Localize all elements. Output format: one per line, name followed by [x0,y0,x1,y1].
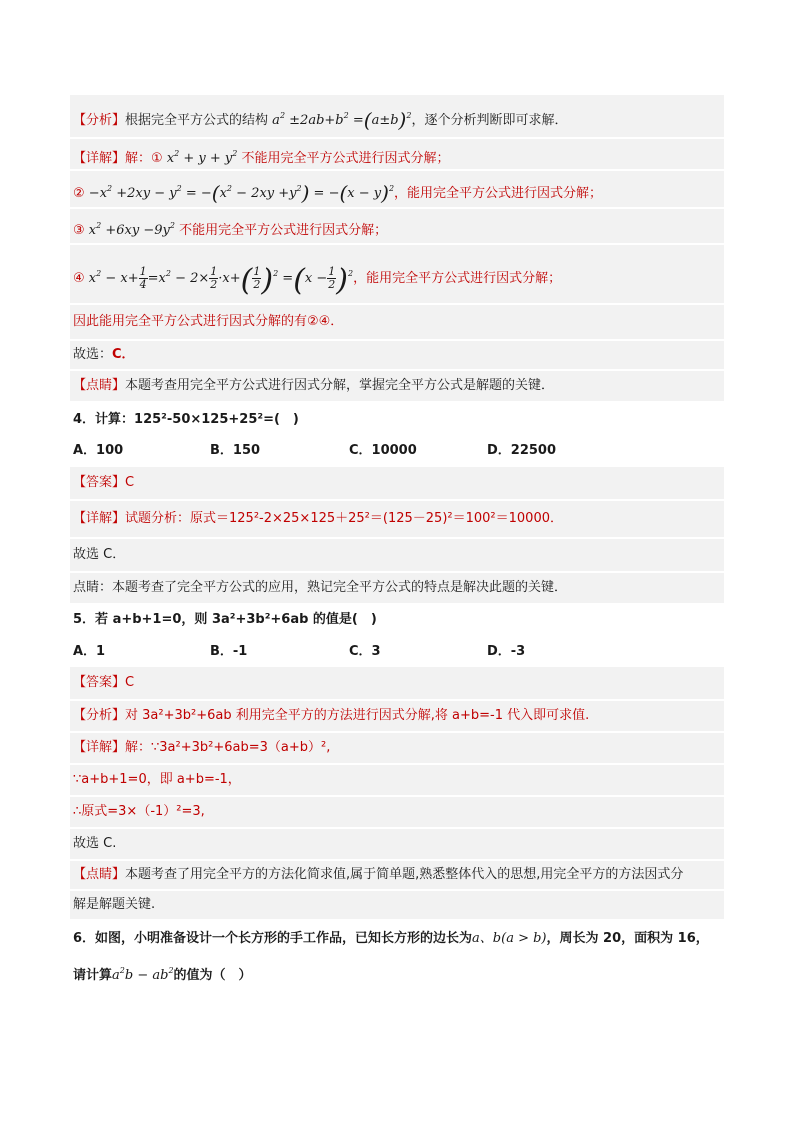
answer-label: 【答案】 [73,475,126,490]
q5-select-line: 故选 C. [70,829,724,859]
q5-detail-line-2: ∵a+b+1=0，即 a+b=-1， [70,765,724,795]
select-answer: C． [112,347,135,362]
comment-text: 本题考查用完全平方公式进行因式分解，掌握完全平方公式是解题的关键． [125,378,555,393]
q4-stem: 4．计算：125²-50×125+25²=( ) [73,412,299,427]
q4-comment-line: 点睛：本题考查了完全平方公式的应用，熟记完全平方公式的特点是解决此题的关键． [70,573,724,603]
q4-answer-line [70,467,724,499]
expr-2: $-x^2 +2xy - y^2 = -(x^2 - 2xy +y^2) = -(x - y)^2$ [88,181,395,205]
q5-comment-line-1 [70,861,724,889]
formula-perfect-square: $a^2 \pm 2ab+b^2 =(a\pm b)^2$ [272,108,412,132]
q5-option-a: A．1 [73,644,106,659]
q4-option-c: C．10000 [349,443,417,458]
analysis-text-post: ，逐个分析判断即可求解． [411,113,568,128]
answer-value: C [125,675,135,690]
analysis-text: 对 3a²+3b²+6ab 利用完全平方的方法进行因式分解,将 a+b=-1 代入即可求值. [125,708,590,723]
q3-analysis-line [70,95,724,137]
q3-select-line [70,341,724,369]
q6-target-expr: $a^2b - ab^2$ [112,966,174,983]
answer-label: 【答案】 [73,675,126,690]
q5-options [70,639,724,665]
q4-options [70,438,724,464]
q3-comment-line [70,371,724,401]
q5-detail-line-3: ∴原式=3×（-1）²=3, [70,797,724,827]
q6-stem-line-2 [70,956,724,986]
step1-tail: 不能用完全平方公式进行因式分解； [241,151,450,166]
q5-option-b: B．-1 [210,644,248,659]
detail-label: 【详解】 [73,151,126,166]
q4-detail-line [70,501,724,537]
q5-detail-line-1 [70,733,724,763]
q5-option-c: C．3 [349,644,381,659]
q6-text-post: ，周长为 20，面积为 16， [546,931,709,946]
step4-mark: ④ [73,271,85,286]
detail-label: 【详解】 [73,740,126,755]
answer-value: C [125,475,135,490]
q4-select-line: 故选 C． [70,539,724,571]
select-label: 故选： [73,347,113,362]
q5-comment-line-2: 解是解题关键. [70,891,724,919]
expr-4: $x^2 - x+$ $\frac{1}{4}$ $=x^2 - 2\times$ $\frac{1}{2}$ ·x+( $\frac{1}{2}$ )$^2$ =(x − $\frac{1}{2}$ )$^2$ [88,263,354,298]
expr-3: $x^2 +6xy -9y^2$ [88,221,175,238]
q4-option-d: D．22500 [487,443,557,458]
q5-analysis-line [70,701,724,731]
q3-conclusion: 因此能用完全平方公式进行因式分解的有②④． [70,305,724,339]
q6-text-pre: 6．如图，小明准备设计一个长方形的手工作品，已知长方形的边长为 [73,931,473,946]
comment-label: 【点睛】 [73,867,126,882]
step3-tail: 不能用完全平方公式进行因式分解； [179,223,388,238]
q4-option-a: A．100 [73,443,124,458]
comment-text-1: 本题考查了用完全平方的方法化简求值,属于简单题,熟悉整体代入的思想,用完全平方的方法因式分 [125,867,684,882]
q4-option-b: B．150 [210,443,261,458]
analysis-label: 【分析】 [73,708,126,723]
q6-stem-line-1 [70,924,724,954]
expr-1: $x^2 + y + y^2$ [166,149,238,166]
comment-label: 【点睛】 [73,378,126,393]
step2-tail: ，能用完全平方公式进行因式分解； [394,186,603,201]
detail-text: 试题分析：原式＝125²-2×25×125＋25²＝(125－25)²＝100²＝10000． [125,511,563,526]
step3-mark: ③ [73,223,85,238]
q6-text-post-2: 的值为（ ） [173,968,252,983]
detail-label: 【详解】 [73,511,126,526]
step2-mark: ② [73,186,85,201]
q3-detail-line-4 [70,245,724,303]
analysis-text-pre: 根据完全平方公式的结构 [125,113,269,128]
q6-text-pre-2: 请计算 [73,968,113,983]
analysis-label: 【分析】 [73,113,126,128]
q3-detail-line-2 [70,171,724,207]
detail-text-1: 解：∵3a²+3b²+6ab=3（a+b）², [125,740,331,755]
q5-option-d: D．-3 [487,644,526,659]
q5-stem: 5．若 a+b+1=0，则 3a²+3b²+6ab 的值是( ) [73,612,377,627]
q3-detail-line-1 [70,139,724,169]
q3-detail-line-3 [70,209,724,243]
q6-sides-expr: a、b(a > b) [472,931,547,946]
q5-answer-line [70,667,724,699]
detail-intro: 解：① [125,151,163,166]
step4-tail: ，能用完全平方公式进行因式分解； [353,271,562,286]
